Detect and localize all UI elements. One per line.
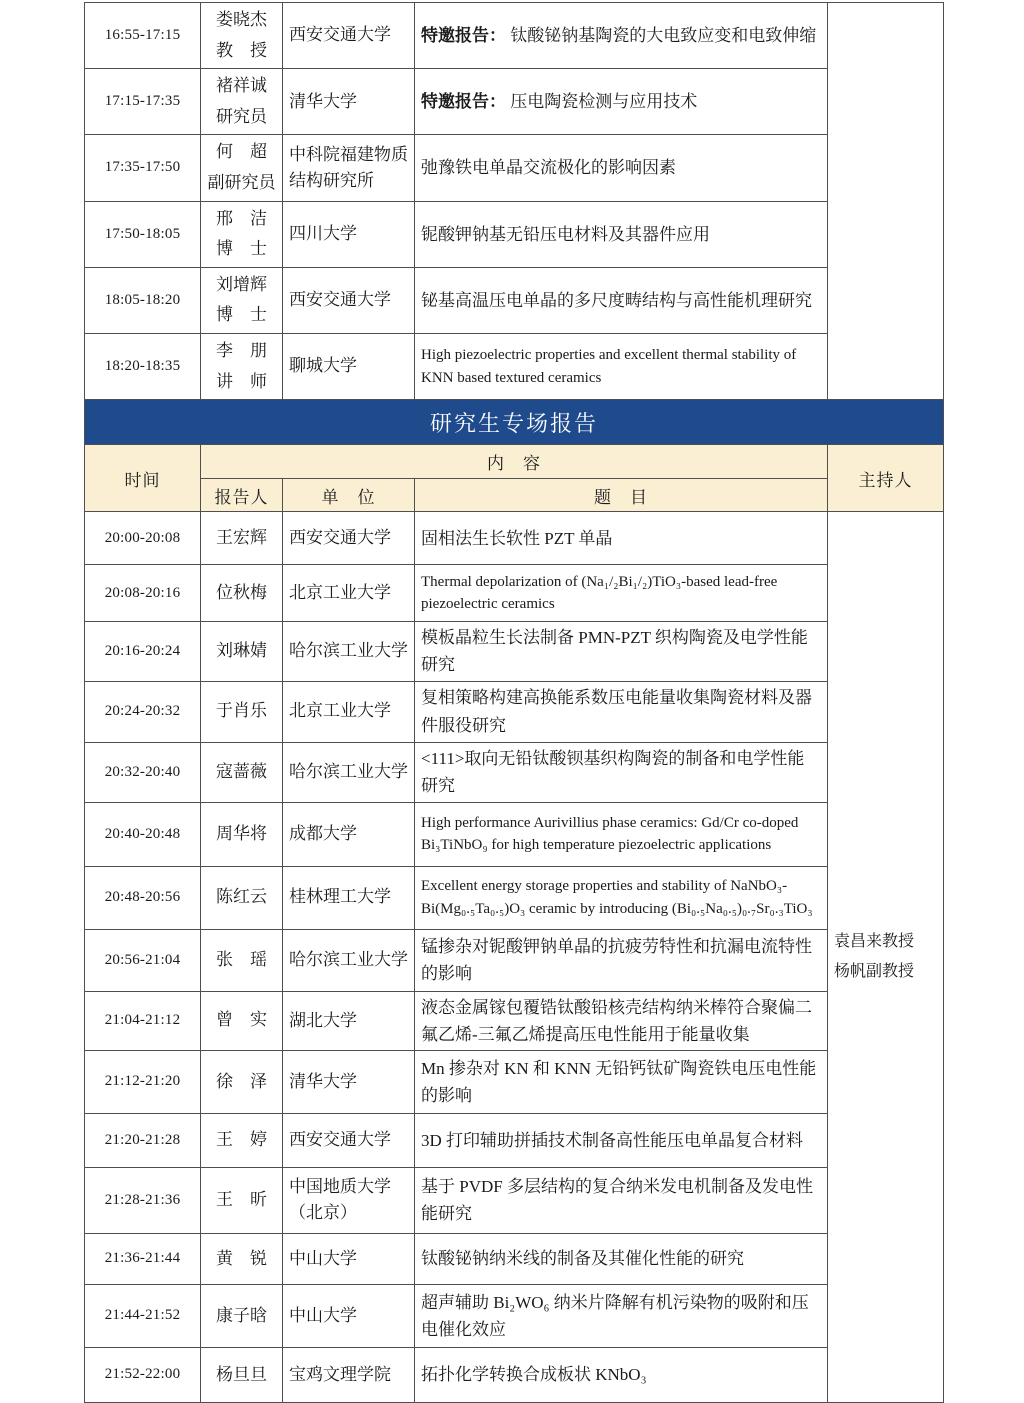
chair-cell xyxy=(828,512,944,1403)
speaker-name: 徐 泽 xyxy=(201,1050,283,1113)
talk-title xyxy=(415,3,828,69)
time-cell: 16:55-17:15 xyxy=(85,3,201,69)
header-speaker: 报告人 xyxy=(201,479,283,512)
affiliation: 湖北大学 xyxy=(283,991,415,1050)
affiliation: 成都大学 xyxy=(283,802,415,866)
time-cell: 18:05-18:20 xyxy=(85,267,201,333)
speaker-name xyxy=(201,267,283,333)
speaker-name xyxy=(201,3,283,69)
talk-title: High performance Aurivillius phase ceramics: Gd/Cr co-doped Bi₃TiNbO₉ for high temperature piezoelectric applications xyxy=(415,802,828,866)
talk-title: 模板晶粒生长法制备 PMN-PZT 织构陶瓷及电学性能研究 xyxy=(415,622,828,681)
chair-name-2: 杨帆副教授 xyxy=(834,963,915,980)
talk-title xyxy=(415,201,828,267)
chair-name-1: 袁昌来教授 xyxy=(834,932,915,950)
conference-program-table xyxy=(84,2,944,1403)
chair-cell-empty xyxy=(828,3,944,400)
time-cell: 21:36-21:44 xyxy=(85,1233,201,1284)
affiliation: 中科院福建物质结构研究所 xyxy=(283,135,415,201)
speaker-name: 康子晗 xyxy=(201,1284,283,1347)
affiliation: 中国地质大学（北京） xyxy=(283,1167,415,1233)
time-cell: 20:48-20:56 xyxy=(85,866,201,929)
time-cell: 20:08-20:16 xyxy=(85,565,201,622)
header-unit: 单 位 xyxy=(283,479,415,512)
speaker-line1: 褚祥诚 xyxy=(216,76,267,96)
affiliation: 桂林理工大学 xyxy=(283,866,415,929)
table-row xyxy=(85,866,944,929)
affiliation: 聊城大学 xyxy=(283,333,415,399)
table-row xyxy=(85,1167,944,1233)
speaker-name: 周华将 xyxy=(201,802,283,866)
time-cell: 20:00-20:08 xyxy=(85,512,201,565)
time-cell: 18:20-18:35 xyxy=(85,333,201,399)
table-row xyxy=(85,1233,944,1284)
table-row xyxy=(85,445,944,479)
speaker-name xyxy=(201,333,283,399)
talk-title-text: 压电陶瓷检测与应用技术 xyxy=(506,92,698,112)
talk-title-text: 钛酸铋钠基陶瓷的大电致应变和电致伸缩 xyxy=(506,26,817,45)
table-row xyxy=(85,1284,944,1347)
speaker-line1: 娄晓杰 xyxy=(216,10,267,29)
time-cell: 17:35-17:50 xyxy=(85,135,201,201)
time-cell: 21:12-21:20 xyxy=(85,1050,201,1113)
table-row xyxy=(85,991,944,1050)
affiliation: 哈尔滨工业大学 xyxy=(283,929,415,991)
table-row xyxy=(85,622,944,681)
table-row xyxy=(85,1347,944,1402)
time-cell: 20:40-20:48 xyxy=(85,802,201,866)
time-cell: 20:16-20:24 xyxy=(85,622,201,681)
invited-talk-label: 特邀报告： xyxy=(421,26,506,45)
talk-title-text: 铌酸钾钠基无铅压电材料及其器件应用 xyxy=(421,224,710,244)
talk-title-text: High piezoelectric properties and excellent thermal stability of KNN based textured ceramics xyxy=(421,347,797,386)
table-row xyxy=(85,479,944,512)
header-chair: 主持人 xyxy=(828,445,944,512)
speaker-name: 黄 锐 xyxy=(201,1233,283,1284)
affiliation: 中山大学 xyxy=(283,1284,415,1347)
speaker-line2: 副研究员 xyxy=(207,172,276,192)
speaker-line1: 刘增辉 xyxy=(216,274,267,294)
speaker-line2: 博 士 xyxy=(216,305,267,325)
affiliation: 清华大学 xyxy=(283,1050,415,1113)
table-row xyxy=(85,565,944,622)
speaker-name xyxy=(201,135,283,201)
talk-title: 液态金属镓包覆锆钛酸铅核壳结构纳米棒符合聚偏二氟乙烯-三氟乙烯提高压电性能用于能量收集 xyxy=(415,991,828,1050)
affiliation: 北京工业大学 xyxy=(283,565,415,622)
table-row xyxy=(85,267,944,333)
speaker-name: 寇蔷薇 xyxy=(201,742,283,802)
time-cell: 17:50-18:05 xyxy=(85,201,201,267)
header-title: 题 目 xyxy=(415,479,828,512)
affiliation: 中山大学 xyxy=(283,1233,415,1284)
speaker-line1: 何 超 xyxy=(216,142,267,162)
affiliation: 宝鸡文理学院 xyxy=(283,1347,415,1402)
talk-title xyxy=(415,69,828,135)
session-banner: 研究生专场报告 xyxy=(85,400,944,445)
talk-title: 3D 打印辅助拼插技术制备高性能压电单晶复合材料 xyxy=(415,1113,828,1167)
talk-title xyxy=(415,267,828,333)
table-row xyxy=(85,1113,944,1167)
speaker-name: 位秋梅 xyxy=(201,565,283,622)
time-cell: 21:44-21:52 xyxy=(85,1284,201,1347)
speaker-line2: 讲 师 xyxy=(216,371,267,391)
speaker-line1: 邢 洁 xyxy=(216,208,267,228)
table-row xyxy=(85,333,944,399)
talk-title: 复相策略构建高换能系数压电能量收集陶瓷材料及器件服役研究 xyxy=(415,681,828,742)
affiliation: 西安交通大学 xyxy=(283,512,415,565)
speaker-name: 王 昕 xyxy=(201,1167,283,1233)
time-cell: 20:32-20:40 xyxy=(85,742,201,802)
table-row xyxy=(85,802,944,866)
affiliation: 西安交通大学 xyxy=(283,1113,415,1167)
invited-talk-label: 特邀报告： xyxy=(421,92,506,112)
talk-title: 拓扑化学转换合成板状 KNbO₃ xyxy=(415,1347,828,1402)
time-cell: 21:04-21:12 xyxy=(85,991,201,1050)
time-cell: 21:28-21:36 xyxy=(85,1167,201,1233)
speaker-name: 杨旦旦 xyxy=(201,1347,283,1402)
talk-title-text: 铋基高温压电单晶的多尺度畴结构与高性能机理研究 xyxy=(421,290,812,310)
speaker-line2: 教 授 xyxy=(216,40,267,60)
affiliation: 西安交通大学 xyxy=(283,267,415,333)
table-row xyxy=(85,742,944,802)
time-cell: 17:15-17:35 xyxy=(85,69,201,135)
table-row xyxy=(85,135,944,201)
speaker-name xyxy=(201,201,283,267)
table-row xyxy=(85,1050,944,1113)
table-row xyxy=(85,69,944,135)
speaker-name: 刘琳婧 xyxy=(201,622,283,681)
speaker-name: 张 瑶 xyxy=(201,929,283,991)
talk-title: 超声辅助 Bi₂WO₆ 纳米片降解有机污染物的吸附和压电催化效应 xyxy=(415,1284,828,1347)
affiliation: 哈尔滨工业大学 xyxy=(283,622,415,681)
speaker-name: 于肖乐 xyxy=(201,681,283,742)
affiliation: 四川大学 xyxy=(283,201,415,267)
talk-title: 基于 PVDF 多层结构的复合纳米发电机制备及发电性能研究 xyxy=(415,1167,828,1233)
talk-title: Excellent energy storage properties and stability of NaNbO₃-Bi(Mg₀.₅Ta₀.₅)O₃ ceramic by introducing (Bi₀.₅Na₀.₅)₀.₇Sr₀.₃TiO₃ xyxy=(415,866,828,929)
affiliation: 西安交通大学 xyxy=(283,3,415,69)
affiliation: 哈尔滨工业大学 xyxy=(283,742,415,802)
speaker-line1: 李 朋 xyxy=(216,340,267,360)
talk-title: <111>取向无铅钛酸钡基织构陶瓷的制备和电学性能研究 xyxy=(415,742,828,802)
speaker-line2: 研究员 xyxy=(216,106,267,126)
table-row xyxy=(85,512,944,565)
talk-title xyxy=(415,333,828,399)
speaker-line2: 博 士 xyxy=(216,239,267,259)
talk-title: 锰掺杂对铌酸钾钠单晶的抗疲劳特性和抗漏电流特性的影响 xyxy=(415,929,828,991)
talk-title xyxy=(415,135,828,201)
affiliation: 北京工业大学 xyxy=(283,681,415,742)
time-cell: 20:56-21:04 xyxy=(85,929,201,991)
speaker-name: 王宏辉 xyxy=(201,512,283,565)
table-row xyxy=(85,681,944,742)
talk-title: 钛酸铋钠纳米线的制备及其催化性能的研究 xyxy=(415,1233,828,1284)
talk-title-text: 弛豫铁电单晶交流极化的影响因素 xyxy=(421,158,676,178)
speaker-name xyxy=(201,69,283,135)
time-cell: 21:52-22:00 xyxy=(85,1347,201,1402)
talk-title: Mn 掺杂对 KN 和 KNN 无铅钙钛矿陶瓷铁电压电性能的影响 xyxy=(415,1050,828,1113)
speaker-name: 曾 实 xyxy=(201,991,283,1050)
header-time: 时间 xyxy=(85,445,201,512)
talk-title: 固相法生长软性 PZT 单晶 xyxy=(415,512,828,565)
time-cell: 20:24-20:32 xyxy=(85,681,201,742)
table-row xyxy=(85,201,944,267)
table-row xyxy=(85,929,944,991)
speaker-name: 王 婷 xyxy=(201,1113,283,1167)
table-row xyxy=(85,3,944,69)
talk-title: Thermal depolarization of (Na₁/₂Bi₁/₂)TiO₃-based lead-free piezoelectric ceramics xyxy=(415,565,828,622)
speaker-name: 陈红云 xyxy=(201,866,283,929)
header-content: 内 容 xyxy=(201,445,828,479)
time-cell: 21:20-21:28 xyxy=(85,1113,201,1167)
affiliation: 清华大学 xyxy=(283,69,415,135)
table-row xyxy=(85,400,944,445)
